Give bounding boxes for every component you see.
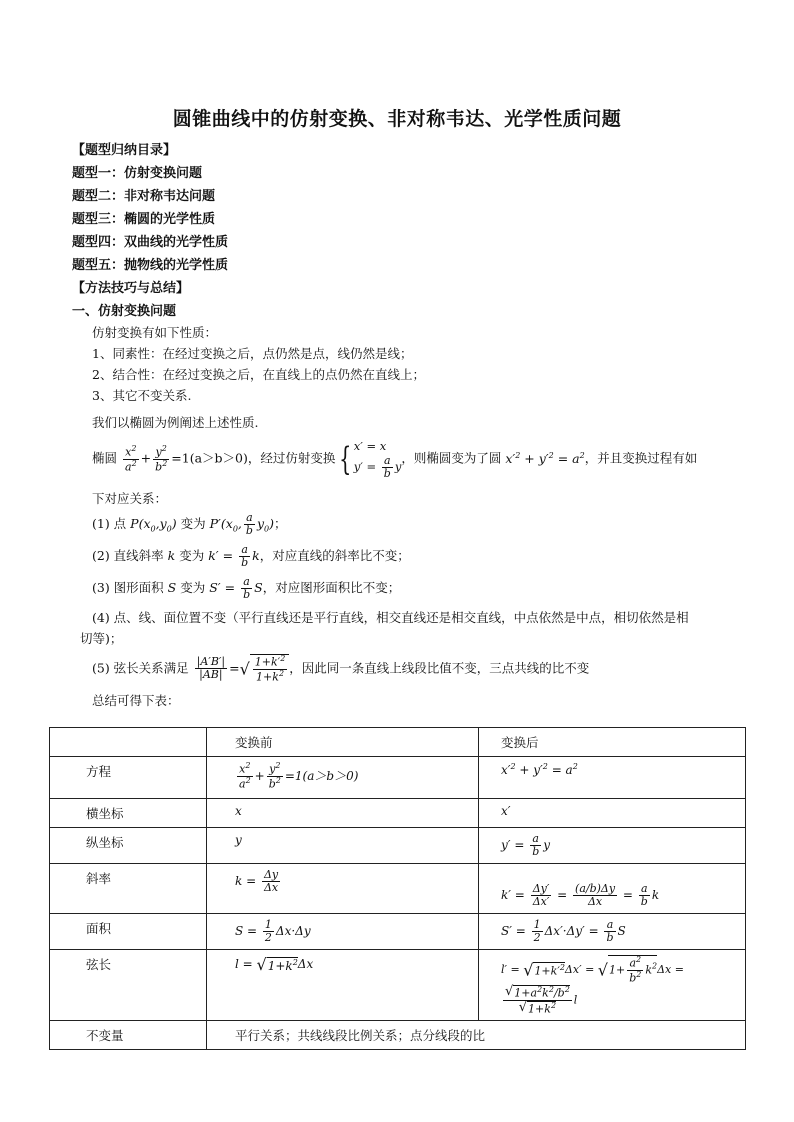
ellipse-intro: 我们以椭圆为例阐述上述性质. — [92, 415, 259, 430]
method-header: 【方法技巧与总结】 — [72, 281, 190, 296]
table-cell: $x'^2 + y'^2 = a^2$ — [479, 757, 746, 799]
table-cell: $l' = √1+k'^2\Delta x' = √1+$ $\frac{a^2}{b^2}$ $k^2\Delta x$ = $\frac{√1+a^2k^2/b^2}{√1+k^2}$ l — [479, 950, 746, 1021]
table-row — [50, 950, 746, 1021]
text: (1) 点 — [92, 516, 127, 532]
table-row — [50, 914, 746, 950]
table-row — [50, 828, 746, 864]
row-label: 方程 — [50, 757, 207, 799]
table-cell — [50, 728, 207, 757]
text: ，对应直线的斜率比不变； — [259, 548, 410, 564]
row-label: 不变量 — [50, 1021, 207, 1050]
table-cell: x — [207, 799, 479, 828]
text: 变为 — [180, 516, 206, 532]
table-row — [50, 864, 746, 914]
catalog-item: 题型五：抛物线的光学性质 — [72, 258, 229, 273]
table-header: 变换前 — [207, 728, 479, 757]
catalog-item: 题型二：非对称韦达问题 — [72, 189, 216, 204]
table-row — [50, 728, 746, 757]
row-label: 斜率 — [50, 864, 207, 914]
relation-1: (1) 点 $P(x_0,y_0)$ 变为 $P'(x_0$, $\frac{a}{b}$ $y_0$)； — [92, 511, 287, 538]
text: ，并且变换过程有如 — [584, 450, 698, 466]
table-cell: k′ = $\frac{\Delta y'}{\Delta x'}$ = $\frac{(a/b)\Delta y}{\Delta x}$ = $\frac{a}{b}$ k — [479, 864, 746, 914]
relation-5: (5) 弦长关系满足 $\frac{|A'B'|}{|AB|}$ =√ $\frac{1+k'^2}{1+k^2}$ ，因此同一条直线上线段比值不变，三点共线的比不变 — [92, 654, 590, 684]
catalog-item: 题型三：椭圆的光学性质 — [72, 212, 216, 227]
catalog-header: 【题型归纳目录】 — [72, 143, 177, 158]
table-cell: 平行关系；共线线段比例关系；点分线段的比 — [207, 1021, 746, 1050]
props-intro: 仿射变换有如下性质： — [92, 325, 218, 340]
relation-4-cont: 切等)； — [80, 631, 123, 646]
fraction: $\frac{|A'B'|}{|AB|}$ — [196, 655, 226, 682]
transform-table — [49, 727, 746, 1050]
text: (2) 直线斜率 — [92, 548, 164, 564]
summary-line: 总结可得下表： — [92, 693, 180, 708]
ellipse-equation-line: 椭圆 $\frac{x^2}{a^2}$ + $\frac{y^2}{b^2}$ =1(a＞b＞0)，经过仿射变换 { x′ = x y′ = $\frac{a}{b}$ y，则椭圆变为了圆 $x'^2 + y'^2 = a^2$，并且变换过程有如 — [92, 439, 698, 481]
equation-system: x′ = x y′ = $\frac{a}{b}$ y — [353, 439, 402, 481]
page-title: 圆锥曲线中的仿射变换、非对称韦达、光学性质问题 — [172, 108, 622, 130]
text: =1(a＞b＞0)，经过仿射变换 — [171, 450, 336, 466]
ellipse-line2: 下对应关系： — [92, 491, 168, 506]
table-row — [50, 757, 746, 799]
fraction: $\frac{y^2}{b^2}$ — [155, 443, 168, 474]
row-label: 面积 — [50, 914, 207, 950]
table-header: 变换后 — [479, 728, 746, 757]
prop-item: 1、同素性：在经过变换之后，点仍然是点，线仍然是线； — [92, 346, 413, 361]
relation-4: (4) 点、线、面位置不变（平行直线还是平行直线，相交直线还是相交直线，中点依然是中点，相切依然是相 — [92, 610, 689, 625]
table-cell: k = $\frac{\Delta y}{\Delta x}$ — [207, 864, 479, 914]
section-heading: 一、仿射变换问题 — [72, 304, 177, 319]
catalog-item: 题型四：双曲线的光学性质 — [72, 235, 229, 250]
row-label: 横坐标 — [50, 799, 207, 828]
relation-2: (2) 直线斜率 k 变为 k′ = $\frac{a}{b}$ k，对应直线的斜率比不变； — [92, 543, 410, 570]
row-label: 纵坐标 — [50, 828, 207, 864]
table-row — [50, 799, 746, 828]
row-label: 弦长 — [50, 950, 207, 1021]
relation-3: (3) 图形面积 S 变为 S′ = $\frac{a}{b}$ S，对应图形面积比不变； — [92, 575, 401, 602]
text: ，则椭圆变为了圆 — [401, 450, 502, 466]
table-cell: $\frac{x^2}{a^2}$ + $\frac{y^2}{b^2}$ =1(a＞b＞0) — [207, 757, 479, 799]
fraction: $\frac{x^2}{a^2}$ — [125, 443, 137, 474]
brace: { — [339, 440, 352, 479]
table-cell: $l = √1+k^2\Delta x$ — [207, 950, 479, 1021]
text: ，对应图形面积比不变； — [262, 580, 401, 596]
text: 椭圆 — [92, 450, 118, 466]
table-cell: y′ = $\frac{a}{b}$ y — [479, 828, 746, 864]
prop-item: 2、结合性：在经过变换之后，在直线上的点仍然在直线上； — [92, 367, 425, 382]
text: 变为 — [179, 548, 205, 564]
prop-item: 3、其它不变关系. — [92, 388, 192, 403]
table-cell: y — [207, 828, 479, 864]
catalog-item: 题型一：仿射变换问题 — [72, 166, 203, 181]
table-row — [50, 1021, 746, 1050]
table-cell: S = $\frac{1}{2}$ Δx·Δy — [207, 914, 479, 950]
text: (3) 图形面积 — [92, 580, 164, 596]
text: (5) 弦长关系满足 — [92, 660, 189, 676]
text: 变为 — [180, 580, 206, 596]
text: ，因此同一条直线上线段比值不变，三点共线的比不变 — [289, 660, 590, 676]
table-cell: S′ = $\frac{1}{2}$ Δx′·Δy′ = $\frac{a}{b}$ S — [479, 914, 746, 950]
table-cell: x′ — [479, 799, 746, 828]
